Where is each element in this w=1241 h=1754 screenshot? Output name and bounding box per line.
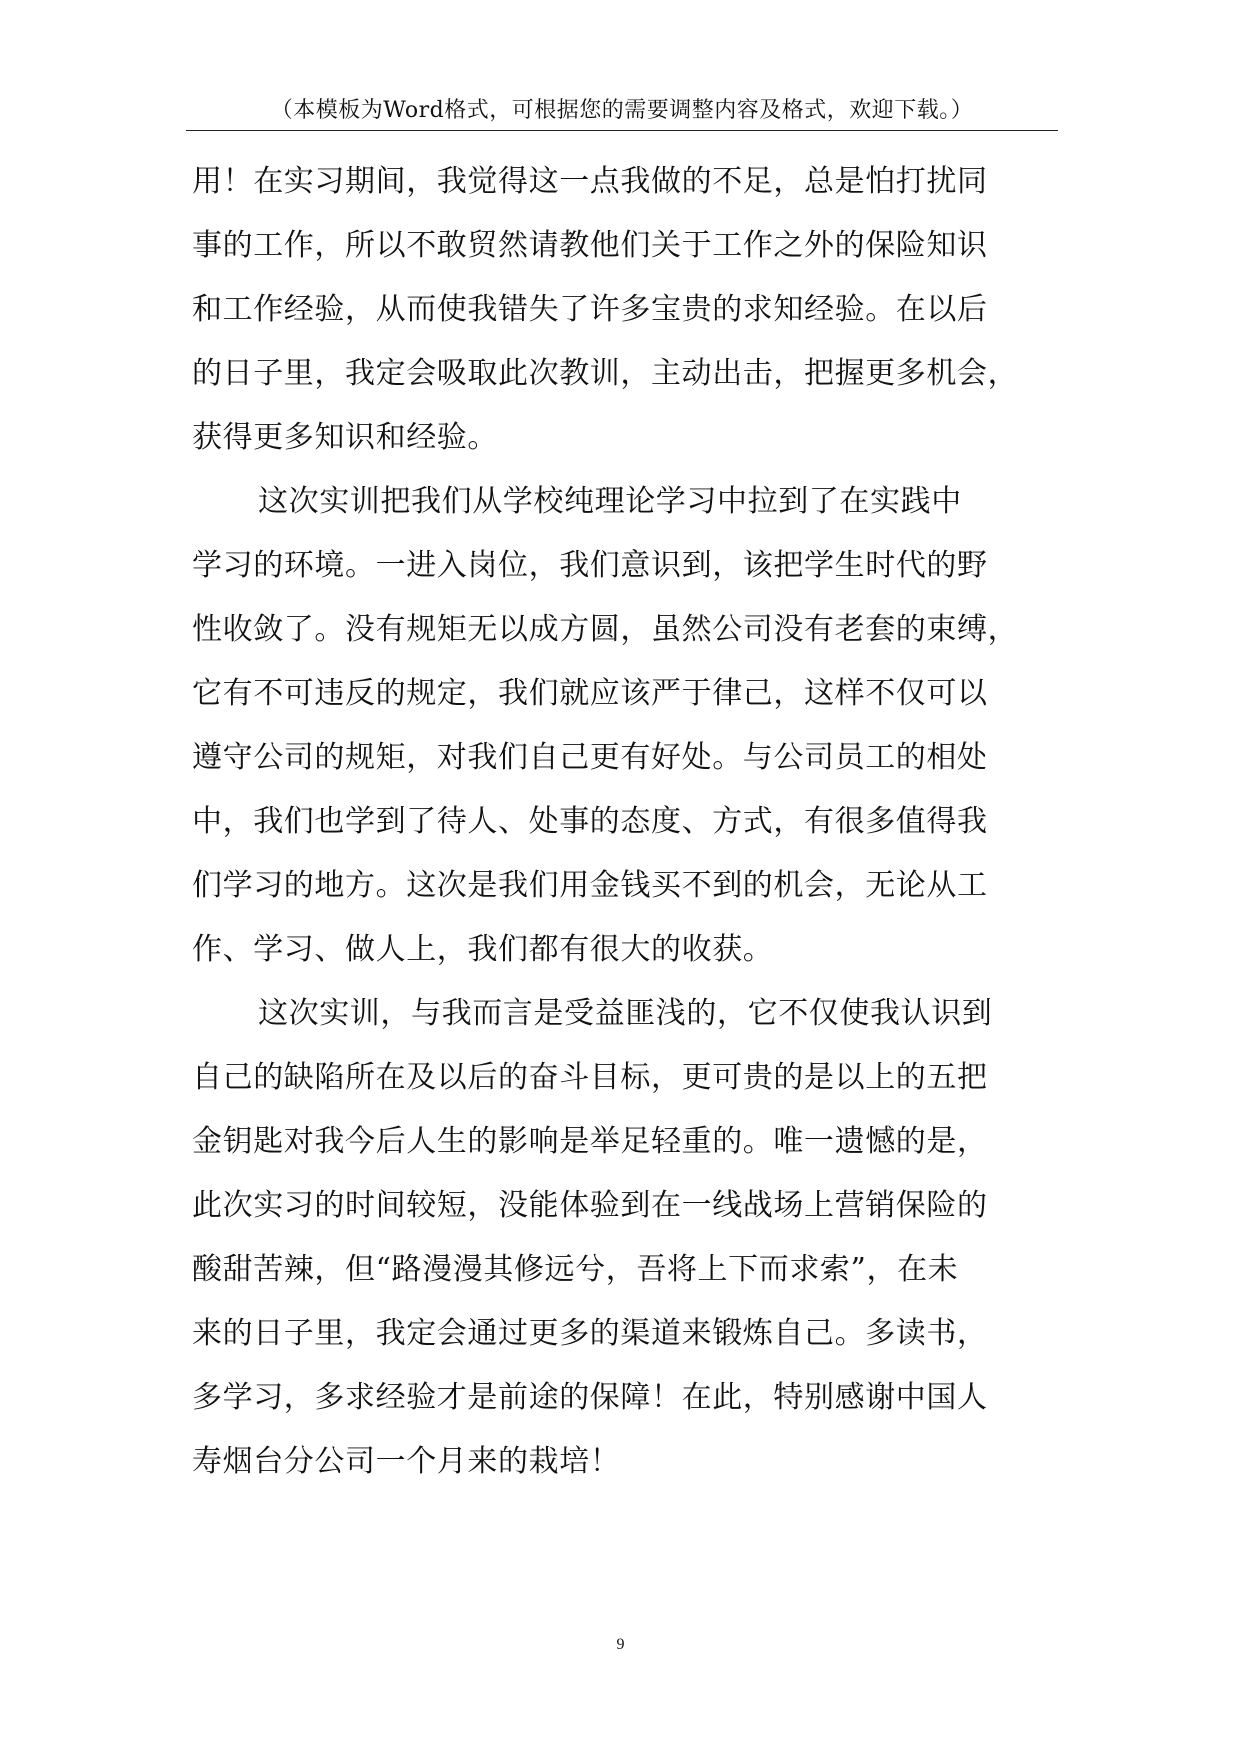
body-line: 自己的缺陷所在及以后的奋斗目标，更可贵的是以上的五把 xyxy=(192,1060,988,1095)
body-line: 中，我们也学到了待人、处事的态度、方式，有很多值得我 xyxy=(192,804,988,839)
body-line: 遵守公司的规矩，对我们自己更有好处。与公司员工的相处 xyxy=(192,740,988,775)
body-line: 的日子里，我定会吸取此次教训，主动出击，把握更多机会， xyxy=(192,356,1019,391)
body-line: 这次实训把我们从学校纯理论学习中拉到了在实践中 xyxy=(258,484,962,519)
header-divider xyxy=(186,130,1058,131)
body-line: 和工作经验，从而使我错失了许多宝贵的求知经验。在以后 xyxy=(192,292,988,327)
body-line: 获得更多知识和经验。 xyxy=(192,420,498,455)
body-line: 多学习，多求经验才是前途的保障！在此，特别感谢中国人 xyxy=(192,1380,988,1415)
body-text xyxy=(192,150,1062,1494)
body-line: 性收敛了。没有规矩无以成方圆，虽然公司没有老套的束缚， xyxy=(192,612,1019,647)
body-line: 来的日子里，我定会通过更多的渠道来锻炼自己。多读书， xyxy=(192,1316,988,1351)
page-number: 9 xyxy=(616,1636,625,1653)
body-line: 此次实习的时间较短，没能体验到在一线战场上营销保险的 xyxy=(192,1188,988,1223)
template-note-header: （本模板为Word格式，可根据您的需要调整内容及格式，欢迎下载。） xyxy=(270,98,974,123)
body-line: 这次实训，与我而言是受益匪浅的，它不仅使我认识到 xyxy=(258,996,993,1031)
body-line: 学习的环境。一进入岗位，我们意识到，该把学生时代的野 xyxy=(192,548,988,583)
body-line: 寿烟台分公司一个月来的栽培！ xyxy=(192,1444,621,1479)
body-line: 它有不可违反的规定，我们就应该严于律己，这样不仅可以 xyxy=(192,676,988,711)
body-line: 酸甜苦辣，但“路漫漫其修远兮，吾将上下而求索”，在未 xyxy=(192,1252,959,1287)
body-line: 作、学习、做人上，我们都有很大的收获。 xyxy=(192,932,774,967)
body-line: 金钥匙对我今后人生的影响是举足轻重的。唯一遗憾的是， xyxy=(192,1124,988,1159)
body-line: 用！在实习期间，我觉得这一点我做的不足，总是怕打扰同 xyxy=(192,164,988,199)
body-line: 事的工作，所以不敢贸然请教他们关于工作之外的保险知识 xyxy=(192,228,988,263)
body-line: 们学习的地方。这次是我们用金钱买不到的机会，无论从工 xyxy=(192,868,988,903)
